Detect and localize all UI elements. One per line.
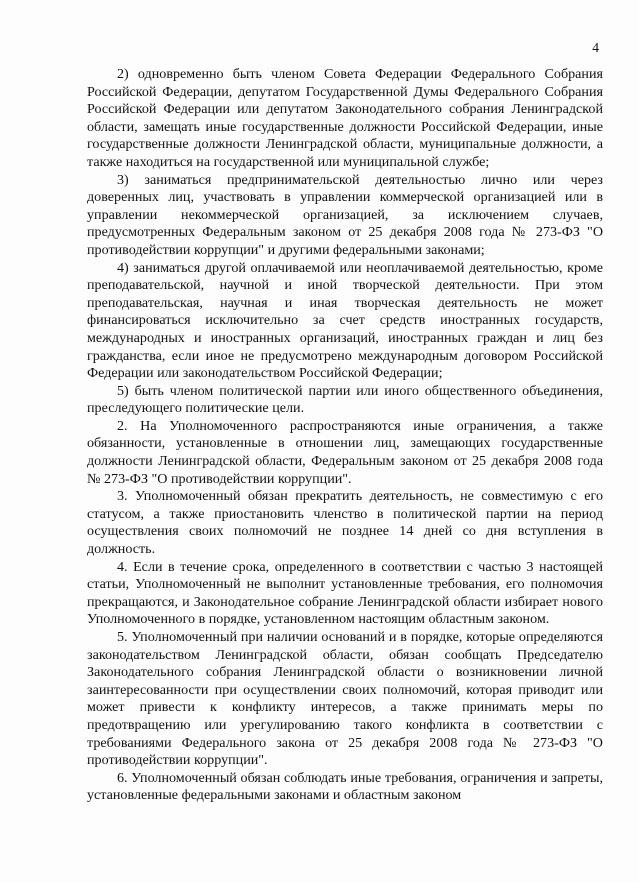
paragraph-part-2: 2. На Уполномоченного распространяются иные ограничения, а также обязанности, установленные в отношении лиц, замещающих государственные должности Ленинградской области, Федеральным законом от 25 декабря 2008 года № 273-ФЗ "О противодействии коррупции". xyxy=(87,417,603,487)
paragraph-part-3: 3. Уполномоченный обязан прекратить деятельность, не совместимую с его статусом, а также приостановить членство в политической партии на период осуществления своих полномочий не позднее 14 дней со дня вступления в должность. xyxy=(87,488,603,558)
paragraph-clause-3: 3) заниматься предпринимательской деятельностью лично или через доверенных лиц, участвовать в управлении коммерческой организацией или в управлении некоммерческой организацией, за исключением случаев, предусмотренных Федеральным законом от 25 декабря 2008 года № 273-ФЗ "О противодействии коррупции" и другими федеральными законами; xyxy=(87,171,603,258)
paragraph-part-4: 4. Если в течение срока, определенного в соответствии с частью 3 настоящей статьи, Уполномоченный не выполнит установленные требования, его полномочия прекращаются, и Законодательное собрание Ленинградской области избирает нового Уполномоченного в порядке, установленном настоящим областным законом. xyxy=(87,558,603,628)
page-number: 4 xyxy=(592,40,599,55)
document-body xyxy=(87,66,603,805)
paragraph-clause-4: 4) заниматься другой оплачиваемой или неоплачиваемой деятельностью, кроме преподавательской, научной и иной творческой деятельности. При этом преподавательская, научная и иная творческая деятельность не может финансироваться исключительно за счет средств иностранных государств, международных и иностранных организаций, иностранных граждан и лиц без гражданства, если иное не предусмотрено международным договором Российской Федерации или законодательством Российской Федерации; xyxy=(87,259,603,382)
paragraph-part-5: 5. Уполномоченный при наличии оснований и в порядке, которые определяются законодательством Ленинградской области, обязан сообщать Председателю Законодательного собрания Ленинградской области о возникновении личной заинтересованности при осуществлении своих полномочий, которая приводит или может привести к конфликту интересов, а также принимать меры по предотвращению или урегулированию такого конфликта в соответствии с требованиями Федерального закона от 25 декабря 2008 года № 273-ФЗ "О противодействии коррупции". xyxy=(87,629,603,769)
paragraph-clause-2: 2) одновременно быть членом Совета Федерации Федерального Собрания Российской Федерации, депутатом Государственной Думы Федерального Собрания Российской Федерации или депутатом Законодательного собрания Ленинградской области, замещать иные государственные должности Российской Федерации, иные государственные должности Ленинградской области, муниципальные должности, а также находиться на государственной или муниципальной службе; xyxy=(87,66,603,170)
paragraph-clause-5: 5) быть членом политической партии или иного общественного объединения, преследующего политические цели. xyxy=(87,382,603,417)
paragraph-part-6: 6. Уполномоченный обязан соблюдать иные требования, ограничения и запреты, установленные федеральными законами и областным законом xyxy=(87,769,603,804)
